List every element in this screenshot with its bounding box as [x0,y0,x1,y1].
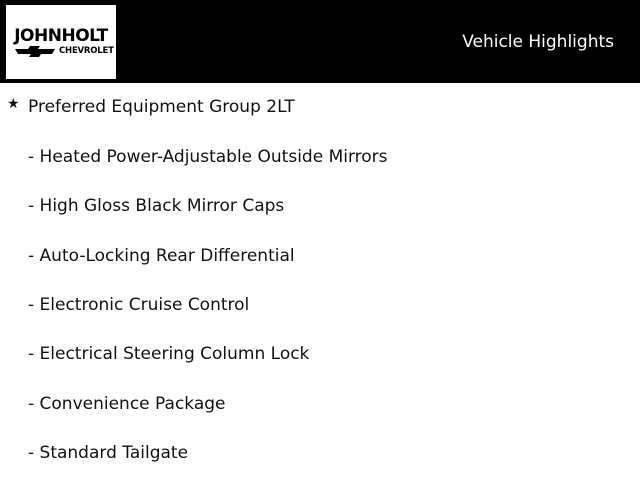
header-bar [0,0,640,83]
highlight-heading [0,95,640,119]
list-item-label: - Standard Tailgate [28,443,189,463]
list-item [0,145,640,169]
list-item [0,392,640,416]
list-item-label: - Convenience Package [28,394,226,414]
list-item-label: - Auto-Locking Rear Differential [28,246,295,266]
list-item [0,194,640,218]
star-icon: ★ [7,96,20,112]
list-item-label: - High Gloss Black Mirror Caps [28,196,285,216]
list-item-label: - Electrical Steering Column Lock [28,344,310,364]
page-title: Vehicle Highlights [462,32,614,52]
logo-dealer-name: JOHNHOLT [14,26,108,46]
list-item-label: - Electronic Cruise Control [28,295,250,315]
dealer-logo [6,5,116,79]
list-item-label: - Heated Power-Adjustable Outside Mirrors [28,147,388,167]
list-item [0,293,640,317]
list-item [0,342,640,366]
list-item [0,244,640,268]
highlight-heading-label: Preferred Equipment Group 2LT [28,97,295,117]
list-item [0,441,640,465]
logo-brand-name: CHEVROLET [59,46,114,56]
chevrolet-bowtie-icon [15,46,55,57]
